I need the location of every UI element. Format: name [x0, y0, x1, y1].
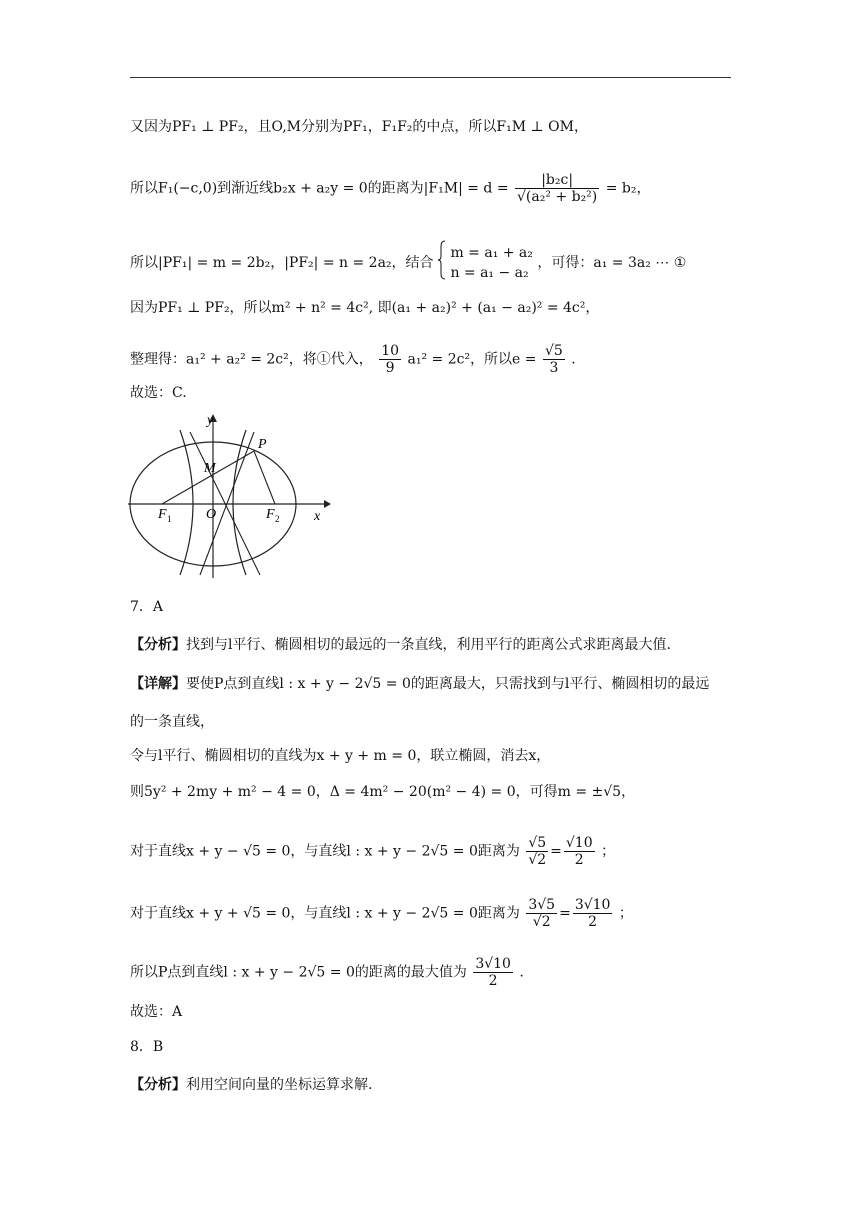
text-segment: 整理得：a₁² + a₂² = 2c²，将①代入， [130, 351, 373, 368]
section-tag: 【详解】 [130, 676, 186, 692]
ellipse-hyperbola-figure [128, 410, 333, 580]
label-f1-sub: 1 [167, 514, 172, 524]
numerator: 3√10 [574, 897, 611, 913]
section-tag: 【分析】 [130, 1077, 186, 1093]
text-segment: . [519, 964, 524, 981]
text-line: 故选：A [130, 1004, 183, 1020]
denominator: 2 [574, 852, 584, 868]
fraction [564, 835, 595, 868]
numerator: √5 [544, 343, 563, 359]
segment-p-f2 [254, 451, 275, 504]
label-o: O [206, 507, 217, 522]
label-m: M [204, 461, 216, 476]
text-segment: ； [601, 843, 616, 860]
numerator: 10 [381, 343, 400, 359]
text-line: 故选：C. [130, 385, 187, 401]
text-line: 7．A [130, 599, 164, 615]
denominator: 2 [488, 973, 498, 989]
text-segment: 对于直线x + y + √5 = 0，与直线l : x + y − 2√5 = 0距离为 [130, 905, 520, 922]
denominator: 9 [385, 360, 395, 376]
text-segment: ，可得：a₁ = 3a₂ ⋯ ① [537, 255, 687, 271]
text-line: 则5y² + 2my + m² − 4 = 0，Δ = 4m² − 20(m² − 4) = 0，可得m = ±√5， [130, 784, 636, 800]
segment-f1-p [162, 451, 254, 504]
text-segment: = b₂， [605, 180, 651, 197]
numerator: √10 [565, 835, 593, 851]
text-line: 又因为PF₁ ⊥ PF₂，且O,M分别为PF₁，F₁F₂的中点，所以F₁M ⊥ OM， [130, 119, 588, 135]
label-x: x [314, 509, 321, 524]
text-line [130, 172, 650, 205]
numerator: √5 [528, 835, 547, 851]
fraction [573, 897, 613, 930]
fraction [526, 897, 557, 930]
equation-system [450, 243, 532, 283]
brace-icon [438, 240, 446, 286]
text-segment: 所以F₁(−c,0)到渐近线b₂x + a₂y = 0的距离为|F₁M| = d = [130, 180, 509, 197]
text-segment: 要使P点到直线l : x + y − 2√5 = 0的距离最大，只需找到与l平行、椭圆相切的最远 [186, 676, 710, 692]
hyperbola-left-branch [180, 430, 193, 575]
text-line [130, 956, 524, 989]
denominator: 3 [549, 360, 559, 376]
denominator: √2 [528, 852, 547, 868]
denominator: 2 [588, 914, 598, 930]
fraction [473, 956, 513, 989]
label-f2-sub: 2 [275, 514, 280, 524]
text-segment: 利用空间向量的坐标运算求解. [186, 1077, 373, 1093]
text-segment: a₁² = 2c²，所以e = [407, 351, 537, 368]
denominator: √2 [532, 914, 551, 930]
label-p: P [258, 437, 267, 452]
text-line [130, 1075, 372, 1095]
x-axis-arrow-icon [324, 500, 331, 508]
text-line: 对于直线x + y + √5 = 0，与直线l : x + y − 2√5 = 0距离为 $\frac{3√5}{√2}$ = $\frac{3√10}{2}$ ； [130, 897, 633, 930]
text-line: 对于直线x + y − √5 = 0，与直线l : x + y − 2√5 = 0距离为 $\frac{√5}{√2}$ = $\frac{√10}{2}$ ； [130, 835, 616, 868]
header-rule [130, 77, 731, 78]
section-tag: 【分析】 [130, 637, 186, 653]
text-line [130, 635, 671, 655]
denominator: √(a₂² + b₂²) [517, 189, 598, 205]
fraction [526, 835, 548, 868]
text-segment: . [571, 351, 576, 368]
text-line [130, 240, 686, 286]
text-line: 8．B [130, 1039, 164, 1055]
text-segment: ； [618, 905, 633, 922]
fraction [379, 343, 401, 376]
numerator: 3√10 [475, 956, 511, 972]
text-segment: 对于直线x + y − √5 = 0，与直线l : x + y − 2√5 = 0距离为 [130, 843, 520, 860]
text-segment: 所以|PF₁| = m = 2b₂，|PF₂| = n = 2a₂，结合 [130, 255, 434, 271]
label-f1: F [158, 507, 167, 522]
text-segment: 找到与l平行、椭圆相切的最远的一条直线，利用平行的距离公式求距离最大值. [186, 637, 671, 653]
numerator: |b₂c| [515, 172, 599, 189]
text-segment: 所以P点到直线l : x + y − 2√5 = 0的距离的最大值为 [130, 964, 467, 981]
hyperbola-right-branch [233, 430, 246, 575]
text-line [130, 343, 576, 376]
text-line [130, 674, 709, 694]
fraction [515, 172, 599, 205]
text-line: 令与l平行、椭圆相切的直线为x + y + m = 0，联立椭圆，消去x， [130, 748, 551, 764]
numerator: 3√5 [528, 897, 556, 913]
system-row: n = a₁ − a₂ [450, 265, 529, 281]
fraction [543, 343, 565, 376]
label-y: y [207, 413, 214, 428]
text-line: 因为PF₁ ⊥ PF₂，所以m² + n² = 4c², 即(a₁ + a₂)² + (a₁ − a₂)² = 4c²， [130, 300, 600, 316]
text-line: 的一条直线， [130, 714, 214, 730]
system-row: m = a₁ + a₂ [450, 245, 533, 261]
label-f2: F [266, 507, 275, 522]
